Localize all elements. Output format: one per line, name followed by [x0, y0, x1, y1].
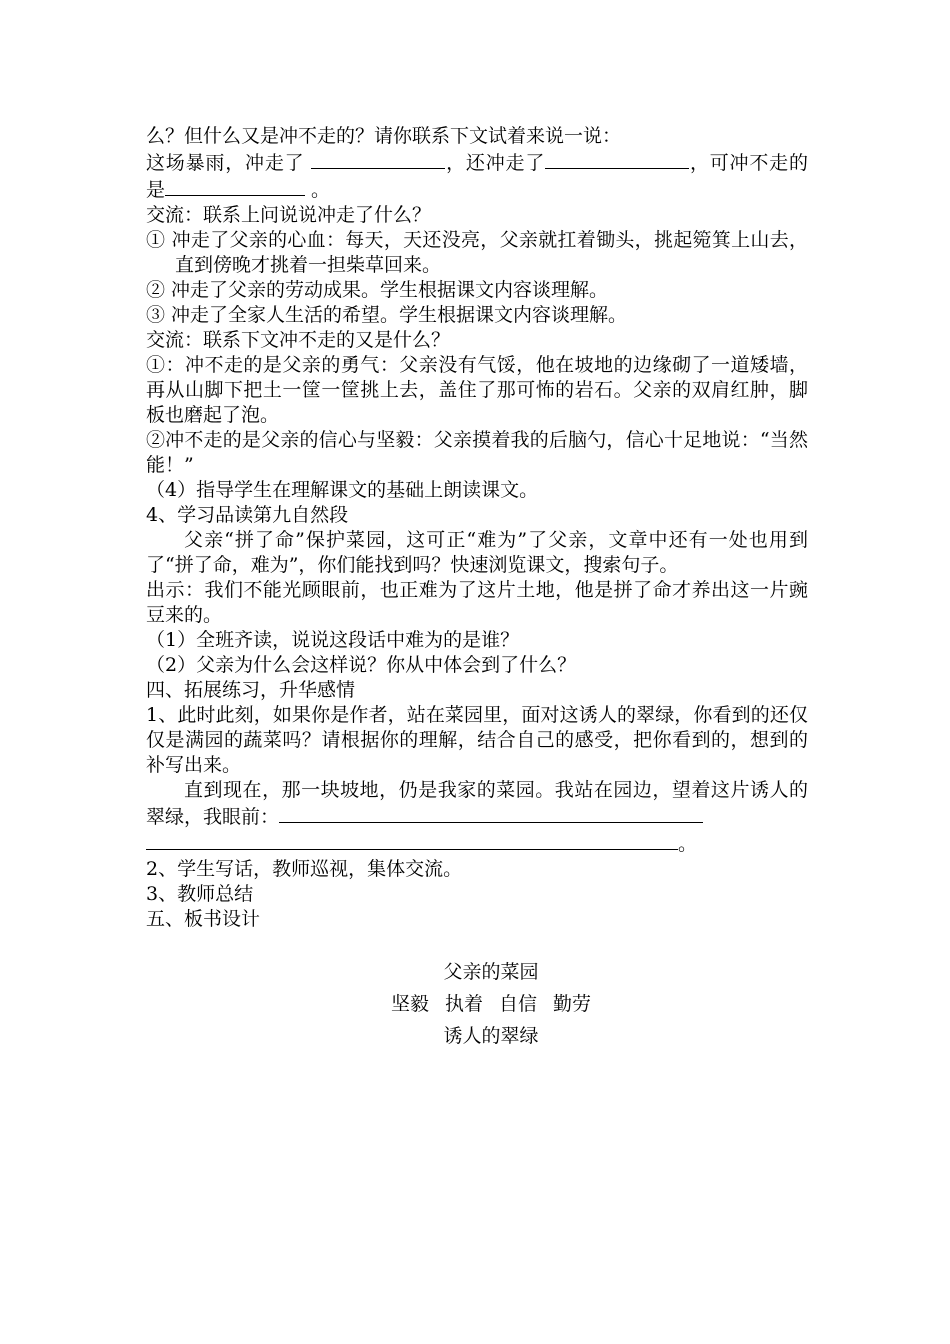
fill-blank[interactable]: [146, 830, 678, 850]
list-item: ① 冲走了父亲的心血：每天，天还没亮，父亲就扛着锄头，挑起箢箕上山去，直到傍晚才挑着一担柴草回来。: [146, 229, 808, 276]
board-keyword: 勤劳: [553, 993, 592, 1015]
paragraph: 父亲“拼了命”保护菜园，这可正“难为”了父亲，文章中还有一处也用到了“拼了命，难为”，你们能找到吗？快速浏览课文，搜索句子。: [146, 529, 808, 576]
text-segment: ，还冲走了: [445, 152, 546, 174]
section-heading: 五、板书设计: [146, 908, 261, 930]
text-line: 2、学生写话，教师巡视，集体交流。: [146, 858, 463, 880]
list-item: ①：冲不走的是父亲的勇气：父亲没有气馁，他在坡地的边缘砌了一道矮墙，再从山脚下把土一筐一筐挑上去，盖住了那可怖的岩石。父亲的双肩红肿，脚板也磨起了泡。: [146, 354, 808, 426]
writing-prompt: [146, 778, 808, 830]
list-item: ②冲不走的是父亲的信心与坚毅：父亲摸着我的后脑勺，信心十足地说：“当然能！”: [146, 429, 808, 476]
text-segment: ，可冲不走的是: [146, 152, 808, 201]
board-keyword: 坚毅: [390, 993, 429, 1015]
text-segment: 。: [305, 179, 331, 201]
text-segment: 这场暴雨，冲走了: [146, 152, 312, 174]
text-line: 交流：联系下文冲不走的又是什么？: [146, 329, 451, 351]
board-title: 父亲的菜园: [443, 961, 539, 983]
list-item: （2）父亲为什么会这样说？你从中体会到了什么？: [146, 654, 577, 676]
list-item: ③ 冲走了全家人生活的希望。学生根据课文内容谈理解。: [146, 304, 628, 326]
board-design: [146, 956, 836, 1052]
text-line: （4）指导学生在理解课文的基础上朗读课文。: [146, 479, 539, 501]
text-segment: 直到现在，那一块坡地，仍是我家的菜园。我站在园边，望着这片诱人的翠绿，我眼前：: [146, 779, 808, 828]
board-keywords: [146, 988, 836, 1020]
list-item: （1）全班齐读，说说这段话中难为的是谁？: [146, 629, 520, 651]
section-heading: 四、拓展练习，升华感情: [146, 679, 356, 701]
paragraph: 1、此时此刻，如果你是作者，站在菜园里，面对这诱人的翠绿，你看到的还仅仅是满园的蔬菜吗？请根据你的理解，结合自己的感受，把你看到的，想到的补写出来。: [146, 704, 808, 776]
text-line: 3、教师总结: [146, 883, 254, 905]
writing-line: [146, 830, 808, 857]
section-heading: 4、学习品读第九自然段: [146, 504, 349, 526]
fill-blank[interactable]: [165, 176, 305, 196]
board-bottom: 诱人的翠绿: [443, 1025, 539, 1047]
text-line: 么？但什么又是冲不走的？请你联系下文试着来说一说：: [146, 125, 622, 147]
list-item: ② 冲走了父亲的劳动成果。学生根据课文内容谈理解。: [146, 279, 609, 301]
fill-blank[interactable]: [545, 149, 689, 169]
text-segment: 。: [678, 833, 698, 855]
document-body: [146, 124, 808, 1052]
fill-in-sentence: [146, 149, 808, 203]
paragraph: 出示：我们不能光顾眼前，也正难为了这片土地，他是拼了命才养出这一片豌豆来的。: [146, 579, 808, 626]
fill-blank[interactable]: [279, 803, 703, 823]
text-line: 交流：联系上问说说冲走了什么？: [146, 204, 432, 226]
board-keyword: 自信: [499, 993, 538, 1015]
board-keyword: 执着: [444, 993, 483, 1015]
fill-blank[interactable]: [311, 149, 445, 169]
